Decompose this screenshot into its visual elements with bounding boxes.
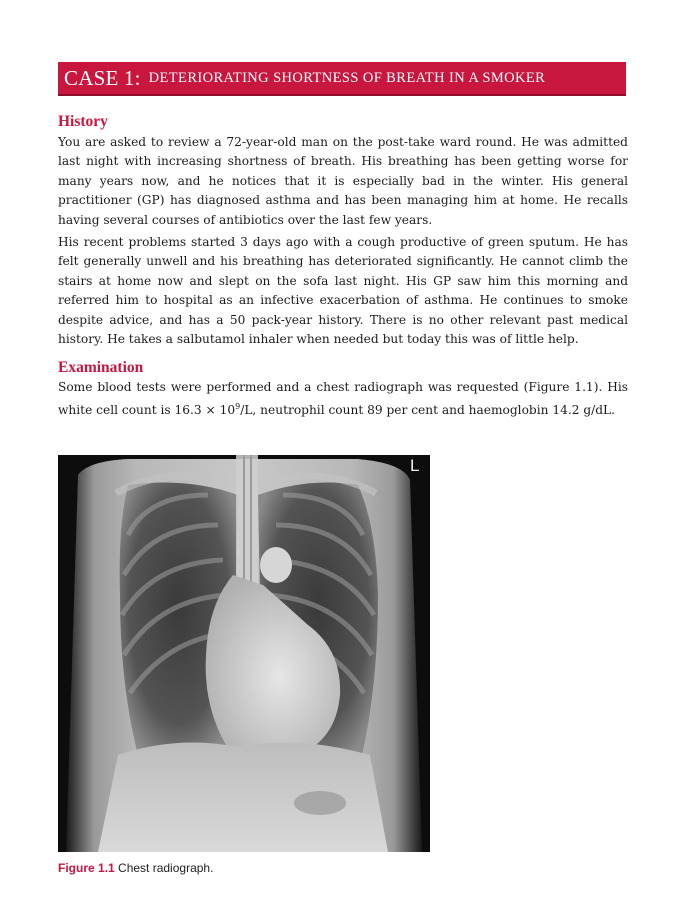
examination-paragraph [58, 378, 628, 421]
exam-exponent: 9 [235, 402, 241, 412]
figure-caption [58, 861, 213, 875]
history-heading: History [58, 113, 108, 130]
exam-text-part-1: Some blood tests were performed and a chest radiograph was requested (Figure 1.1). His white cell count is 16.3 × 10 [58, 380, 628, 418]
case-title: DETERIORATING SHORTNESS OF BREATH IN A SMOKER [148, 69, 546, 86]
history-paragraph-1: You are asked to review a 72-year-old man on the post-take ward round. He was admitted last night with increasing shortness of breath. His breathing has been getting worse for many years now, and he notices that it is especially bad in the winter. His general practitioner (GP) has diagnosed asthma and has been managing him at home. He recalls having several courses of antibiotics over the last few years. [58, 135, 628, 227]
side-marker-label: L [410, 456, 420, 475]
case-label: CASE 1: [64, 65, 141, 90]
chest-radiograph-drawing [58, 455, 430, 852]
examination-heading: Examination [58, 359, 144, 376]
exam-text-part-2: /L, neutrophil count 89 per cent and haemoglobin 14.2 g/dL. [240, 403, 616, 418]
case-banner [58, 62, 626, 96]
chest-radiograph-image [58, 455, 430, 852]
figure-caption-text: Chest radiograph. [118, 861, 214, 875]
history-paragraph-2: His recent problems started 3 days ago with a cough productive of green sputum. He has felt generally unwell and his breathing has deteriorated significantly. He cannot climb the stairs at home now and slept on the sofa last night. His GP saw him this morning and referred him to hospital as an infective exacerbation of asthma. He continues to smoke despite advice, and has a 50 pack-year history. There is no other relevant past medical history. He takes a salbutamol inhaler when needed but today this was of little help. [58, 235, 628, 347]
figure-label: Figure 1.1 [58, 861, 115, 875]
